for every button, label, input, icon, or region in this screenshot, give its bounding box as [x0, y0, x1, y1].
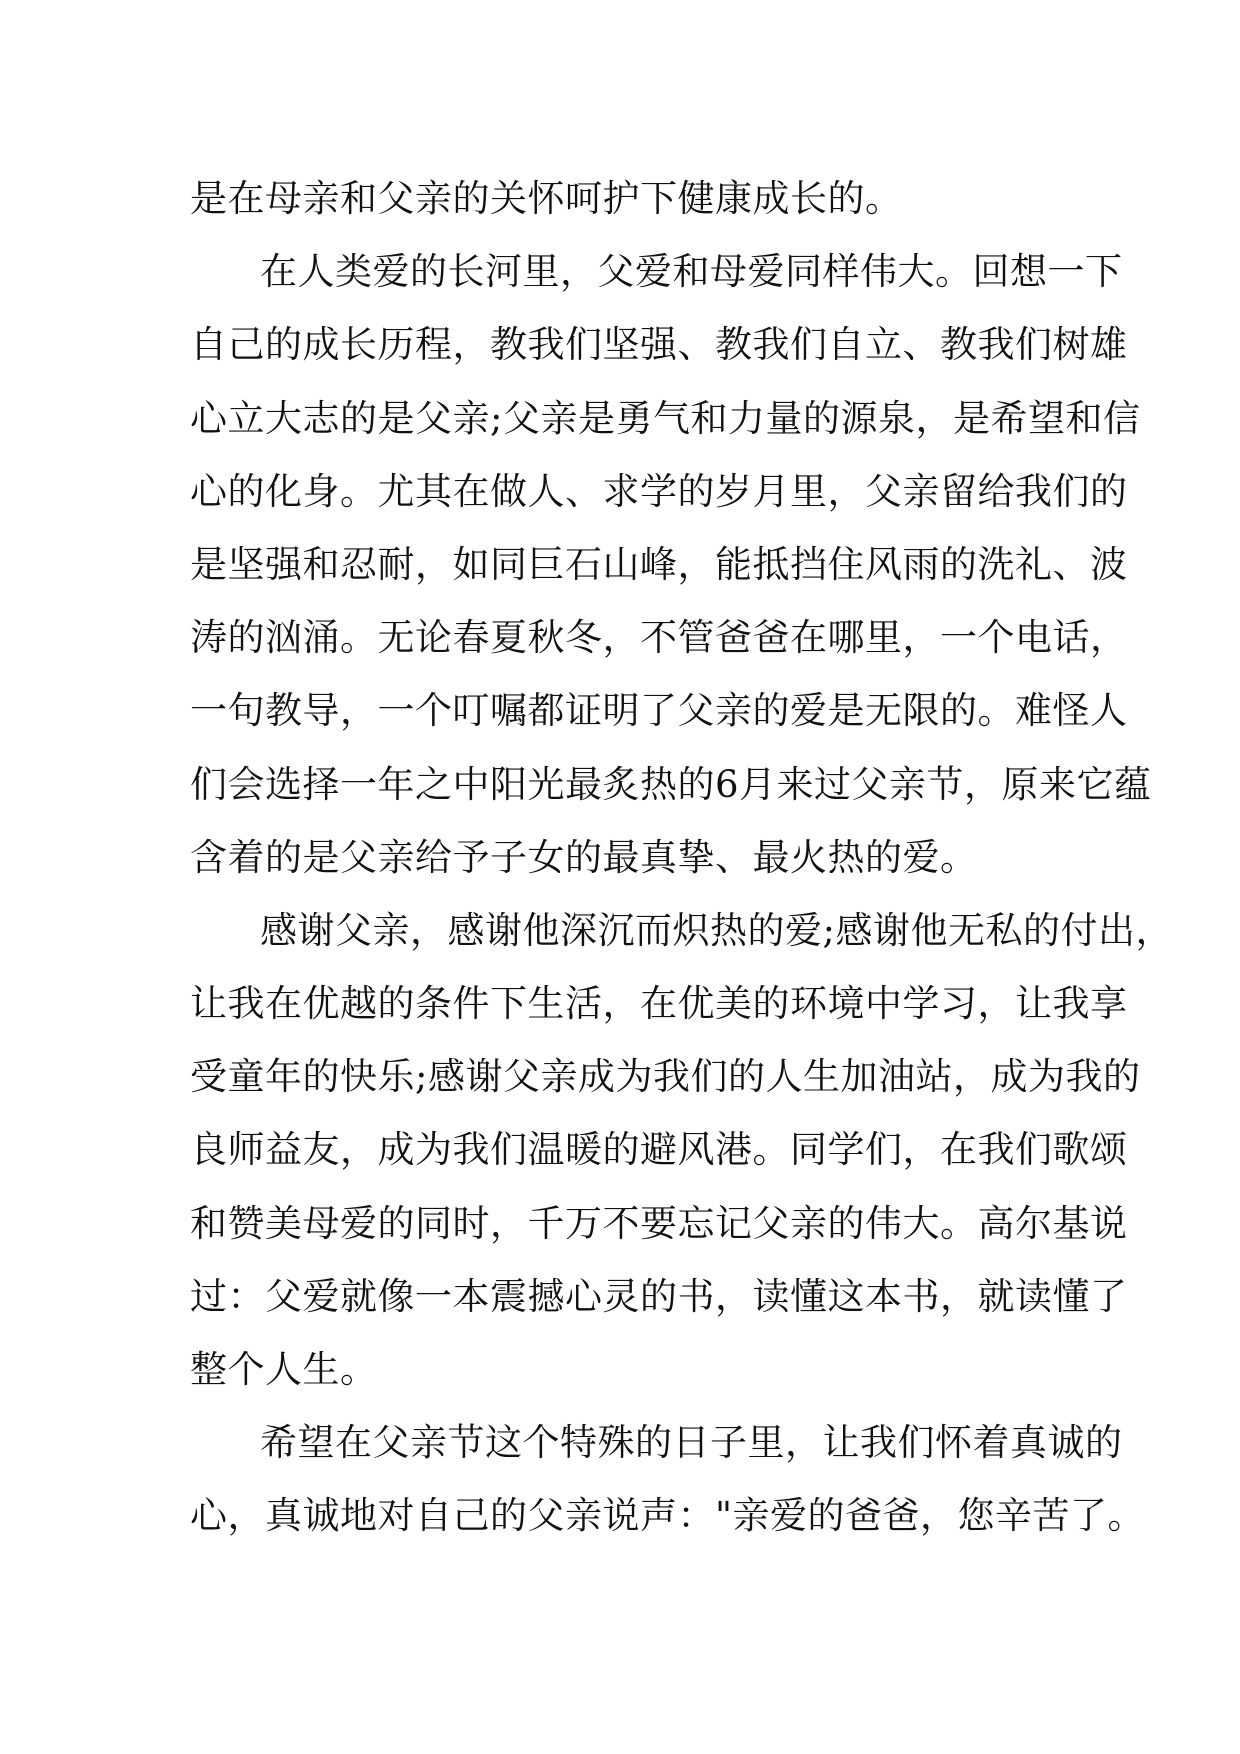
text-line: 和赞美母爱的同时，千万不要忘记父亲的伟大。高尔基说: [190, 1201, 1128, 1245]
text-line: 心，真诚地对自己的父亲说声："亲爱的爸爸，您辛苦了。: [190, 1494, 1146, 1538]
text-line: 感谢父亲，感谢他深沉而炽热的爱;感谢他无私的付出，: [260, 908, 1173, 952]
text-line: 是坚强和忍耐，如同巨石山峰，能抵挡住风雨的洗礼、波: [190, 542, 1128, 586]
text-line: 们会选择一年之中阳光最炙热的6月来过父亲节，原来它蕴: [190, 762, 1152, 806]
paragraph-2: [190, 235, 1152, 894]
text-line: 是在母亲和父亲的关怀呵护下健康成长的。: [190, 177, 903, 220]
text-line: 良师益友，成为我们温暖的避风港。同学们，在我们歌颂: [190, 1128, 1128, 1172]
text-line: 让我在优越的条件下生活，在优美的环境中学习，让我享: [190, 982, 1128, 1026]
paragraph-3: [190, 894, 1173, 1406]
text-line: 整个人生。: [190, 1348, 378, 1391]
paragraph-1: [190, 162, 1060, 235]
text-line: 过：父爱就像一本震撼心灵的书，读懂这本书，就读懂了: [190, 1274, 1128, 1318]
paragraph-4: [190, 1406, 1146, 1552]
text-line: 一句教导，一个叮嘱都证明了父亲的爱是无限的。难怪人: [190, 689, 1128, 733]
text-line: 希望在父亲节这个特殊的日子里，让我们怀着真诚的: [260, 1421, 1123, 1465]
text-line: 涛的汹涌。无论春夏秋冬，不管爸爸在哪里，一个电话，: [190, 616, 1128, 660]
text-line: 含着的是父亲给予子女的最真挚、最火热的爱。: [190, 835, 978, 879]
text-line: 受童年的快乐;感谢父亲成为我们的人生加油站，成为我的: [190, 1055, 1141, 1099]
text-line: 自己的成长历程，教我们坚强、教我们自立、教我们树雄: [190, 323, 1128, 367]
text-line: 心立大志的是父亲;父亲是勇气和力量的源泉，是希望和信: [190, 396, 1141, 440]
text-line: 心的化身。尤其在做人、求学的岁月里，父亲留给我们的: [190, 469, 1128, 513]
text-line: 在人类爱的长河里，父爱和母爱同样伟大。回想一下: [260, 250, 1123, 294]
document-body: [190, 162, 1173, 1553]
